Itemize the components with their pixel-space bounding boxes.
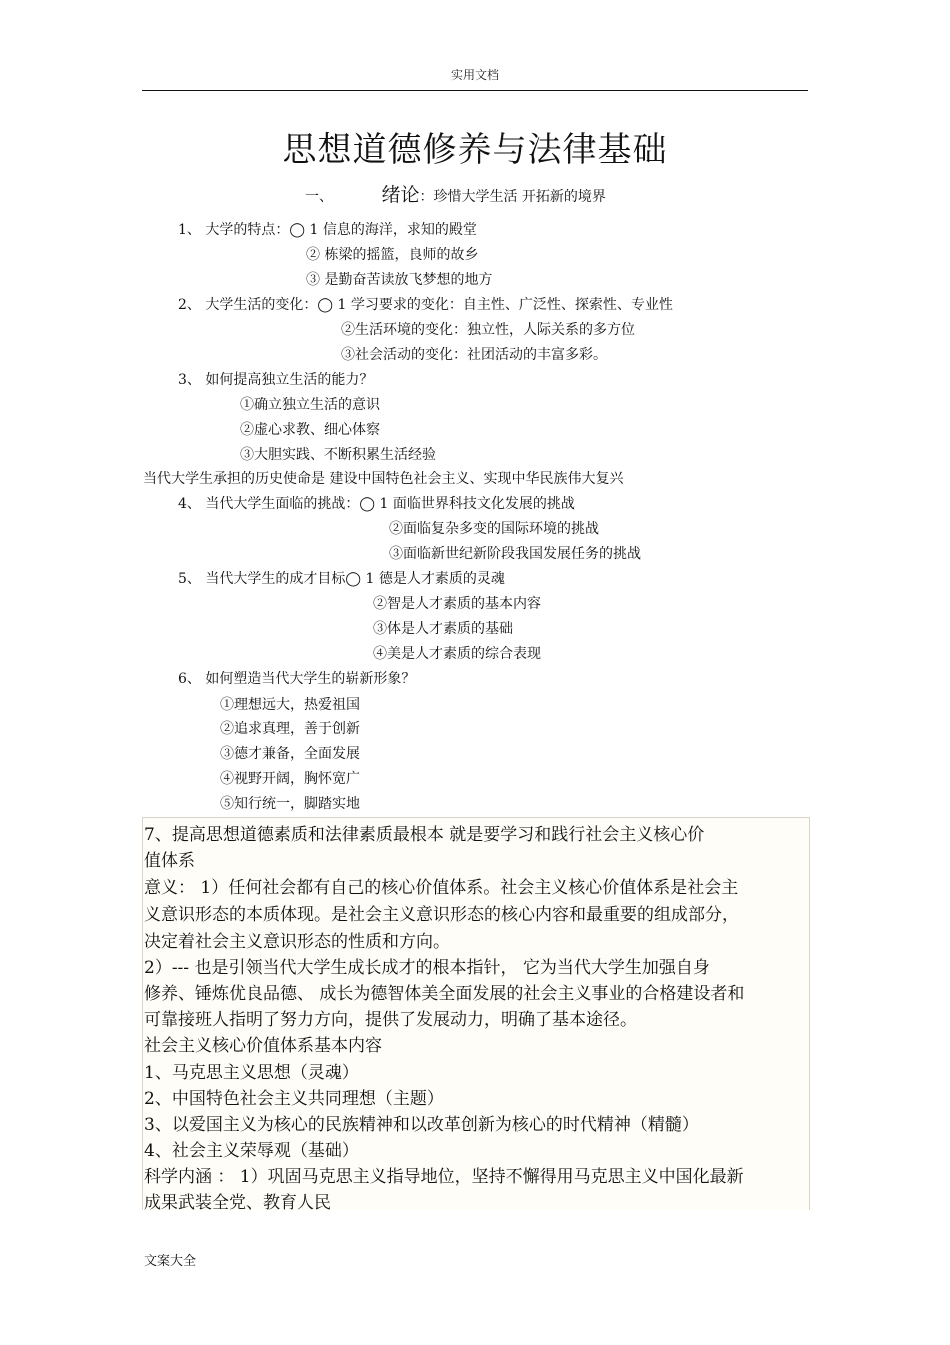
- list-item: ②追求真理，善于创新: [220, 721, 360, 737]
- box-line: 4、社会主义荣辱观（基础）: [144, 1141, 359, 1161]
- section-1-heading: 1、 大学的特点：◯ 1 信息的海洋，求知的殿堂: [178, 222, 477, 238]
- section-5-heading: 5、 当代大学生的成才目标◯ 1 德是人才素质的灵魂: [178, 571, 505, 587]
- box-line: 1、马克思主义思想（灵魂）: [144, 1063, 359, 1083]
- section-6-heading: 6、 如何塑造当代大学生的崭新形象？: [178, 671, 416, 687]
- list-item: ④视野开阔，胸怀宽广: [220, 771, 360, 787]
- box-line: 意义： 1）任何社会都有自己的核心价值体系。社会主义核心价值体系是社会主: [144, 878, 739, 898]
- list-item: ②智是人才素质的基本内容: [373, 596, 541, 612]
- box-line: 成果武装全党、教育人民: [144, 1193, 331, 1213]
- list-item: ①理想远大，热爱祖国: [220, 697, 360, 713]
- list-item: ⑤知行统一，脚踏实地: [220, 796, 360, 812]
- list-item: ④美是人才素质的综合表现: [373, 646, 541, 662]
- chapter-title: 绪论: [381, 184, 420, 206]
- page-header: 实用文档: [450, 68, 499, 82]
- section-4-heading: 4、 当代大学生面临的挑战：◯ 1 面临世界科技文化发展的挑战: [178, 496, 575, 512]
- box-line: 2）--- 也是引领当代大学生成长成才的根本指针， 它为当代大学生加强自身: [144, 958, 710, 978]
- section-3-heading: 3、 如何提高独立生活的能力？: [178, 372, 374, 388]
- document-title: 思想道德修养与法律基础: [282, 130, 668, 170]
- list-item: ③社会活动的变化：社团活动的丰富多彩。: [341, 347, 607, 363]
- box-line: 社会主义核心价值体系基本内容: [144, 1036, 382, 1056]
- list-item: ③面临新世纪新阶段我国发展任务的挑战: [389, 546, 641, 562]
- box-line: 7、提高思想道德素质和法律素质最根本 就是要学习和践行社会主义核心价: [144, 825, 705, 845]
- box-line: 可靠接班人指明了努力方向，提供了发展动力，明确了基本途径。: [144, 1010, 637, 1030]
- chapter-subtitle: ：珍惜大学生活 开拓新的境界: [419, 189, 606, 205]
- list-item: ①确立独立生活的意识: [240, 397, 380, 413]
- list-item: ② 栋梁的摇篮，良师的故乡: [306, 247, 479, 263]
- box-line: 科学内涵 ： 1）巩固马克思主义指导地位，坚持不懈得用马克思主义中国化最新: [144, 1167, 744, 1187]
- page-footer: 文案大全: [144, 1254, 197, 1269]
- list-item: ②生活环境的变化：独立性，人际关系的多方位: [341, 322, 635, 338]
- list-item: ③德才兼备，全面发展: [220, 746, 360, 762]
- box-line: 3、以爱国主义为核心的民族精神和以改革创新为核心的时代精神（精髓）: [144, 1115, 699, 1135]
- box-line: 2、中国特色社会主义共同理想（主题）: [144, 1089, 444, 1109]
- box-line: 义意识形态的本质体现。是社会主义意识形态的核心内容和最重要的组成部分，: [144, 905, 739, 925]
- list-item: ③体是人才素质的基础: [373, 621, 513, 637]
- list-item: ②面临复杂多变的国际环境的挑战: [389, 521, 599, 537]
- list-item: ③ 是勤奋苦读放飞梦想的地方: [306, 272, 493, 288]
- chapter-heading: [305, 180, 606, 207]
- mission-statement: 当代大学生承担的历史使命是 建设中国特色社会主义、实现中华民族伟大复兴: [143, 471, 624, 487]
- box-line: 决定着社会主义意识形态的性质和方向。: [144, 932, 450, 952]
- header-rule: [142, 90, 808, 91]
- list-item: ②虚心求教、细心体察: [240, 422, 380, 438]
- list-item: ③大胆实践、不断积累生活经验: [240, 447, 436, 463]
- section-2-heading: 2、 大学生活的变化：◯ 1 学习要求的变化：自主性、广泛性、探索性、专业性: [178, 297, 673, 313]
- box-line: 修养、锤炼优良品德、 成长为德智体美全面发展的社会主义事业的合格建设者和: [144, 984, 745, 1004]
- chapter-number: 一、: [305, 189, 333, 205]
- box-line: 值体系: [144, 851, 195, 871]
